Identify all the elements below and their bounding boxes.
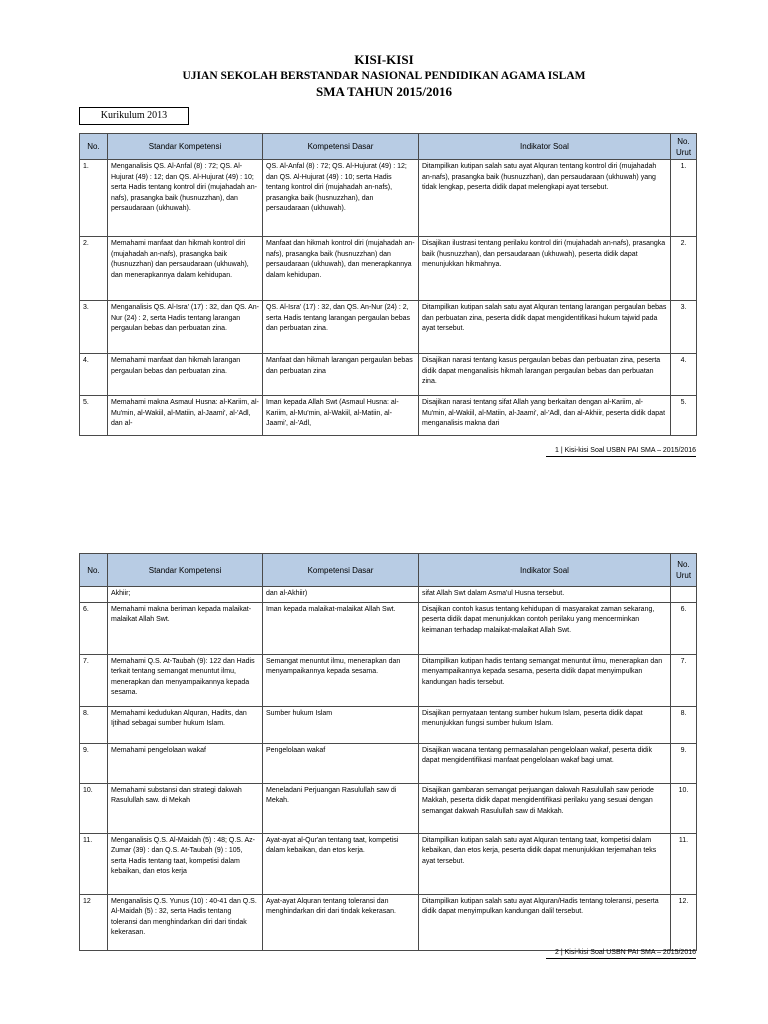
- table-row: [80, 602, 697, 654]
- row-no: 2.: [80, 237, 108, 301]
- row-no: 6.: [80, 602, 108, 654]
- row-indikator-soal: Disajikan pernyataan tentang sumber hukum Islam, peserta didik dapat menunjukkan fungsi sumber hukum Islam.: [419, 706, 671, 743]
- page-title: KISI-KISI: [354, 52, 414, 67]
- row-kompetensi-dasar: Iman kepada Allah Swt (Asmaul Husna: al- Kariim, al-Mu'min, al-Wakiil, al-Matiin, al- Jaami', al-'Adl,: [263, 396, 419, 436]
- row-indikator-soal: Disajikan wacana tentang permasalahan pengelolaan wakaf, peserta didik dapat mengidentifikasi manfaat pengelolaan wakaf bagi umat.: [419, 743, 671, 783]
- header-no-urut: No. Urut: [671, 134, 697, 160]
- row-standar-kompetensi: Memahami pengelolaan wakaf: [108, 743, 263, 783]
- row-no: 5.: [80, 396, 108, 436]
- row-no: [80, 587, 108, 603]
- table-row: [80, 396, 697, 436]
- footer-rule: [546, 456, 696, 457]
- row-kompetensi-dasar: Pengelolaan wakaf: [263, 743, 419, 783]
- document-header: [0, 52, 768, 99]
- row-no-urut: 8.: [671, 706, 697, 743]
- table-row: [80, 654, 697, 706]
- header-indikator-soal: Indikator Soal: [419, 134, 671, 160]
- row-kompetensi-dasar: Ayat-ayat al-Qur'an tentang taat, kompetisi dalam kebaikan, dan etos kerja.: [263, 833, 419, 894]
- row-no: 3.: [80, 301, 108, 354]
- header-no: No.: [80, 134, 108, 160]
- row-indikator-soal: Disajikan contoh kasus tentang kehidupan di masyarakat zaman sekarang, peserta didik dapat menunjukkan contoh perilaku yang mencerminkan keimanan terhadap malaikat-malaikat Allah Swt.: [419, 602, 671, 654]
- row-standar-kompetensi: Menganalisis Q.S. Al-Maidah (5) : 48; Q.S. Az-Zumar (39) : dan Q.S. At-Taubah (9) : 105, serta Hadis tentang taat, kompetisi dalam kebaikan, dan etos kerja: [108, 833, 263, 894]
- row-standar-kompetensi: Menganalisis QS. Al-Isra' (17) : 32, dan QS. An-Nur (24) : 2, serta Hadis tentang larangan pergaulan bebas dan perbuatan zina.: [108, 301, 263, 354]
- row-no: 9.: [80, 743, 108, 783]
- row-standar-kompetensi: Menganalisis QS. Al-Anfal (8) : 72; QS. Al-Hujurat (49) : 12; dan QS. Al-Hujurat (49) : 10; serta Hadis tentang kontrol diri (mujahadah an-nafs), prasangka baik (husnuzzhan), dan persaudaraan (ukhuwah).: [108, 160, 263, 237]
- row-standar-kompetensi: Memahami Q.S. At-Taubah (9): 122 dan Hadis terkait tentang semangat menuntut ilmu, menerapkan dan menyampaikannya kepada sesama.: [108, 654, 263, 706]
- page-footer-1: 1 | Kisi-kisi Soal USBN PAI SMA – 2015/2016: [555, 447, 696, 454]
- row-standar-kompetensi: Memahami makna Asmaul Husna: al-Kariim, al-Mu'min, al-Wakiil, al-Matiin, al-Jaami', al-'Adl, dan al-: [108, 396, 263, 436]
- header-kompetensi-dasar: Kompetensi Dasar: [263, 134, 419, 160]
- table-row: [80, 237, 697, 301]
- row-indikator-soal: Ditampilkan kutipan salah satu ayat Alquran tentang larangan pergaulan bebas dan perbuatan zina, peserta didik dapat mengidentifikasi hukum tajwid pada ayat tersebut.: [419, 301, 671, 354]
- row-kompetensi-dasar: QS. Al-Isra' (17) : 32, dan QS. An-Nur (24) : 2, serta Hadis tentang larangan pergaulan bebas dan perbuatan zina.: [263, 301, 419, 354]
- page-footer-2: 2 | Kisi-kisi Soal USBN PAI SMA – 2015/2016: [555, 949, 696, 956]
- header-standar-kompetensi: Standar Kompetensi: [108, 134, 263, 160]
- row-indikator-soal: Ditampilkan kutipan salah satu ayat Alquran/Hadis tentang toleransi, peserta didik dapat menyimpulkan kandungan dalil tersebut.: [419, 894, 671, 950]
- row-indikator-soal: Disajikan narasi tentang kasus pergaulan bebas dan perbuatan zina, peserta didik dapat menganalisis hikmah larangan pergaulan bebas dan perbuatan zina.: [419, 354, 671, 396]
- row-no-urut: 2.: [671, 237, 697, 301]
- table-row: [80, 833, 697, 894]
- row-indikator-soal: Ditampilkan kutipan salah satu ayat Alquran tentang taat, kompetisi dalam kebaikan, dan etos kerja, peserta didik dapat menunjukkan terjemahan teks ayat tersebut.: [419, 833, 671, 894]
- table-row: [80, 743, 697, 783]
- row-indikator-soal: Ditampilkan kutipan hadis tentang semangat menuntut ilmu, menerapkan dan menyampaikannya kepada sesama, peserta didik dapat menyimpulkan kandungan hadis tersebut.: [419, 654, 671, 706]
- row-standar-kompetensi: Memahami makna beriman kepada malaikat-malaikat Allah Swt.: [108, 602, 263, 654]
- row-no: 7.: [80, 654, 108, 706]
- footer-rule: [546, 958, 696, 959]
- row-kompetensi-dasar: Sumber hukum Islam: [263, 706, 419, 743]
- table-row: [80, 354, 697, 396]
- row-kompetensi-dasar: Manfaat dan hikmah kontrol diri (mujahadah an-nafs), prasangka baik (husnuzzhan) dan persaudaraan (ukhuwah), dan menerapkannya dalam kehidupan.: [263, 237, 419, 301]
- table-row: [80, 894, 697, 950]
- row-standar-kompetensi: Memahami substansi dan strategi dakwah Rasulullah saw. di Mekah: [108, 783, 263, 833]
- header-no-urut: No. Urut: [671, 554, 697, 587]
- table-row: [80, 160, 697, 237]
- row-kompetensi-dasar: Ayat-ayat Alquran tentang toleransi dan menghindarkan diri dari tindak kekerasan.: [263, 894, 419, 950]
- row-no-urut: 3.: [671, 301, 697, 354]
- row-standar-kompetensi: Memahami manfaat dan hikmah larangan pergaulan bebas dan perbuatan zina.: [108, 354, 263, 396]
- row-no-urut: 6.: [671, 602, 697, 654]
- row-standar-kompetensi: Menganalisis Q.S. Yunus (10) : 40-41 dan Q.S. Al-Maidah (5) : 32, serta Hadis tentang toleransi dan menghindarkan diri dari tindak kekerasan.: [108, 894, 263, 950]
- row-indikator-soal: Disajikan narasi tentang sifat Allah yang berkaitan dengan al-Kariim, al-Mu'min, al-Wakiil, al-Matiin, al-Jaami', al-'Adl, dan al-Akhiir, peserta didik dapat menganalisis makna dari: [419, 396, 671, 436]
- row-kompetensi-dasar: Semangat menuntut ilmu, menerapkan dan menyampaikannya kepada sesama.: [263, 654, 419, 706]
- row-no-urut: 1.: [671, 160, 697, 237]
- header-no: No.: [80, 554, 108, 587]
- row-no: 11.: [80, 833, 108, 894]
- table-row-continued: [80, 587, 697, 603]
- kisi-table-page-1: [79, 133, 697, 436]
- row-no: 8.: [80, 706, 108, 743]
- row-kompetensi-dasar: dan al-Akhiir): [263, 587, 419, 603]
- row-kompetensi-dasar: Iman kepada malaikat-malaikat Allah Swt.: [263, 602, 419, 654]
- row-kompetensi-dasar: QS. Al-Anfal (8) : 72; QS. Al-Hujurat (49) : 12; dan QS. Al-Hujurat (49) : 10; serta Hadis tentang kontrol diri (mujahadah an-nafs), prasangka baik (husnuzzhan), dan persaudaraan (ukhuwah).: [263, 160, 419, 237]
- row-no-urut: 10.: [671, 783, 697, 833]
- header-standar-kompetensi: Standar Kompetensi: [108, 554, 263, 587]
- row-kompetensi-dasar: Meneladani Perjuangan Rasulullah saw di Mekah.: [263, 783, 419, 833]
- row-no-urut: 9.: [671, 743, 697, 783]
- row-no: 4.: [80, 354, 108, 396]
- row-indikator-soal: Disajikan ilustrasi tentang perilaku kontrol diri (mujahadah an-nafs), prasangka baik (husnuzzhan), dan persaudaraan (ukhuwah), peserta didik dapat menunjukkan hikmahnya.: [419, 237, 671, 301]
- kurikulum-box: Kurikulum 2013: [79, 107, 189, 125]
- table-row: [80, 783, 697, 833]
- table-row: [80, 301, 697, 354]
- page-year: SMA TAHUN 2015/2016: [315, 84, 453, 99]
- row-no-urut: 5.: [671, 396, 697, 436]
- table-row: [80, 706, 697, 743]
- row-standar-kompetensi: Memahami manfaat dan hikmah kontrol diri (mujahadah an-nafs), prasangka baik (husnuzzhan) dan persaudaraan (ukhuwah), dan menerapkannya dalam kehidupan.: [108, 237, 263, 301]
- row-no: 1.: [80, 160, 108, 237]
- row-standar-kompetensi: Memahami kedudukan Alquran, Hadits, dan Ijtihad sebagai sumber hukum Islam.: [108, 706, 263, 743]
- row-no-urut: 4.: [671, 354, 697, 396]
- row-standar-kompetensi: Akhiir;: [108, 587, 263, 603]
- row-no-urut: 12.: [671, 894, 697, 950]
- row-kompetensi-dasar: Manfaat dan hikmah larangan pergaulan bebas dan perbuatan zina: [263, 354, 419, 396]
- header-kompetensi-dasar: Kompetensi Dasar: [263, 554, 419, 587]
- kisi-table-page-2: [79, 553, 697, 951]
- row-no-urut: [671, 587, 697, 603]
- row-no: 10.: [80, 783, 108, 833]
- row-no-urut: 7.: [671, 654, 697, 706]
- row-indikator-soal: Disajikan gambaran semangat perjuangan dakwah Rasulullah saw periode Makkah, peserta didik dapat mengidentifikasi perilaku yang sesuai dengan semangat dakwah Rasulullah saw di Makkah.: [419, 783, 671, 833]
- page-subtitle: UJIAN SEKOLAH BERSTANDAR NASIONAL PENDIDIKAN AGAMA ISLAM: [182, 70, 586, 82]
- row-no: 12: [80, 894, 108, 950]
- row-indikator-soal: sifat Allah Swt dalam Asma'ul Husna tersebut.: [419, 587, 671, 603]
- row-no-urut: 11.: [671, 833, 697, 894]
- header-indikator-soal: Indikator Soal: [419, 554, 671, 587]
- row-indikator-soal: Ditampilkan kutipan salah satu ayat Alquran tentang kontrol diri (mujahadah an-nafs), prasangka baik (husnuzzhan), dan persaudaraan (ukhuwah) yang tidak lengkap, peserta didik dapat melengkapi ayat tersebut.: [419, 160, 671, 237]
